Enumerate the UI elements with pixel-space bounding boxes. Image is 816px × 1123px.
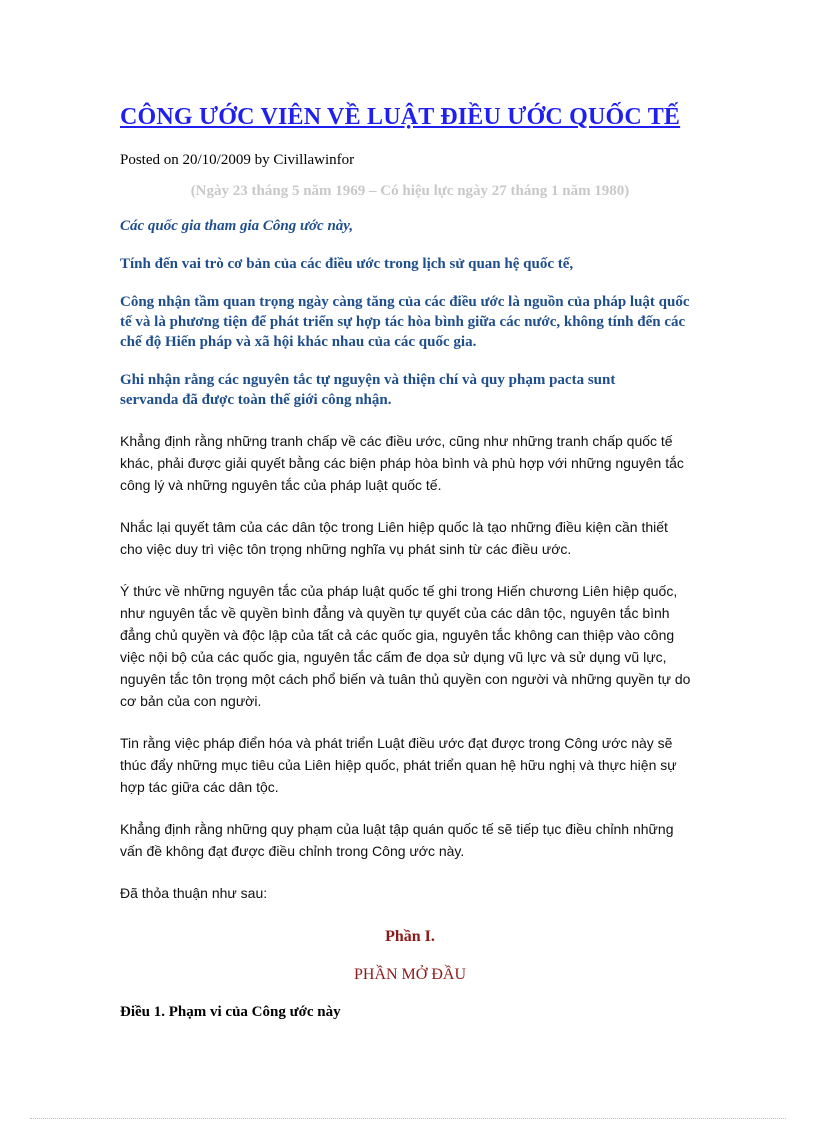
preamble-paragraph: Tính đến vai trò cơ bản của các điều ước trong lịch sử quan hệ quốc tế, — [120, 256, 574, 272]
body-paragraph: Đã thỏa thuận như sau: — [120, 885, 268, 901]
body-paragraph: Nhắc lại quyết tâm của các dân tộc trong Liên hiệp quốc là tạo những điều kiện cần thiết cho việc duy trì việc tôn trọng những nghĩa vụ phát sinh từ các điều ước. — [120, 519, 668, 557]
body-paragraph: Khẳng định rằng những tranh chấp về các điều ước, cũng như những tranh chấp quốc tế khác, phải được giải quyết bằng các biện pháp hòa bình và phù hợp với những nguyên tắc công lý và những nguyên tắc của pháp luật quốc tế. — [120, 433, 684, 493]
page-footer-divider — [30, 1118, 786, 1119]
document-page — [120, 100, 700, 1022]
part-label: Phần I. — [385, 928, 435, 945]
article-heading: Điều 1. Phạm vi của Công ước này — [120, 1004, 341, 1020]
dateline: (Ngày 23 tháng 5 năm 1969 – Có hiệu lực ngày 27 tháng 1 năm 1980) — [190, 183, 630, 199]
preamble-opening: Các quốc gia tham gia Công ước này, — [120, 218, 354, 234]
page-title-link[interactable]: CÔNG ƯỚC VIÊN VỀ LUẬT ĐIỀU ƯỚC QUỐC TẾ — [120, 104, 681, 130]
body-paragraph: Tin rằng việc pháp điển hóa và phát triển Luật điều ước đạt được trong Công ước này sẽ thúc đẩy những mục tiêu của Liên hiệp quốc, phát triển quan hệ hữu nghị và thực hiện sự hợp tác giữa các dân tộc. — [120, 735, 677, 795]
preamble-paragraph: Công nhận tầm quan trọng ngày càng tăng của các điều ước là nguồn của pháp luật quốc tế và là phương tiện để phát triển sự hợp tác hòa bình giữa các nước, không tính đến các chế độ Hiến pháp và xã hội khác nhau của các quốc gia. — [120, 294, 690, 350]
posted-line: Posted on 20/10/2009 by Civillawinfor — [120, 152, 355, 168]
body-paragraph: Khẳng định rằng những quy phạm của luật tập quán quốc tế sẽ tiếp tục điều chỉnh những vấn đề không đạt được điều chỉnh trong Công ước này. — [120, 821, 674, 859]
preamble-paragraph: Ghi nhận rằng các nguyên tắc tự nguyện và thiện chí và quy phạm pacta sunt servanda đã được toàn thế giới công nhận. — [120, 372, 616, 408]
body-paragraph: Ý thức về những nguyên tắc của pháp luật quốc tế ghi trong Hiến chương Liên hiệp quốc, như nguyên tắc về quyền bình đẳng và quyền tự quyết của các dân tộc, nguyên tắc bình đẳng chủ quyền và độc lập của tất cả các quốc gia, nguyên tắc không can thiệp vào công việc nội bộ của các quốc gia, nguyên tắc cấm đe dọa sử dụng vũ lực và sử dụng vũ lực, nguyên tắc tôn trọng một cách phổ biến và tuân thủ quyền con người và những quyền tự do cơ bản của con người. — [120, 583, 691, 709]
part-title: PHẦN MỞ ĐẦU — [353, 966, 466, 983]
